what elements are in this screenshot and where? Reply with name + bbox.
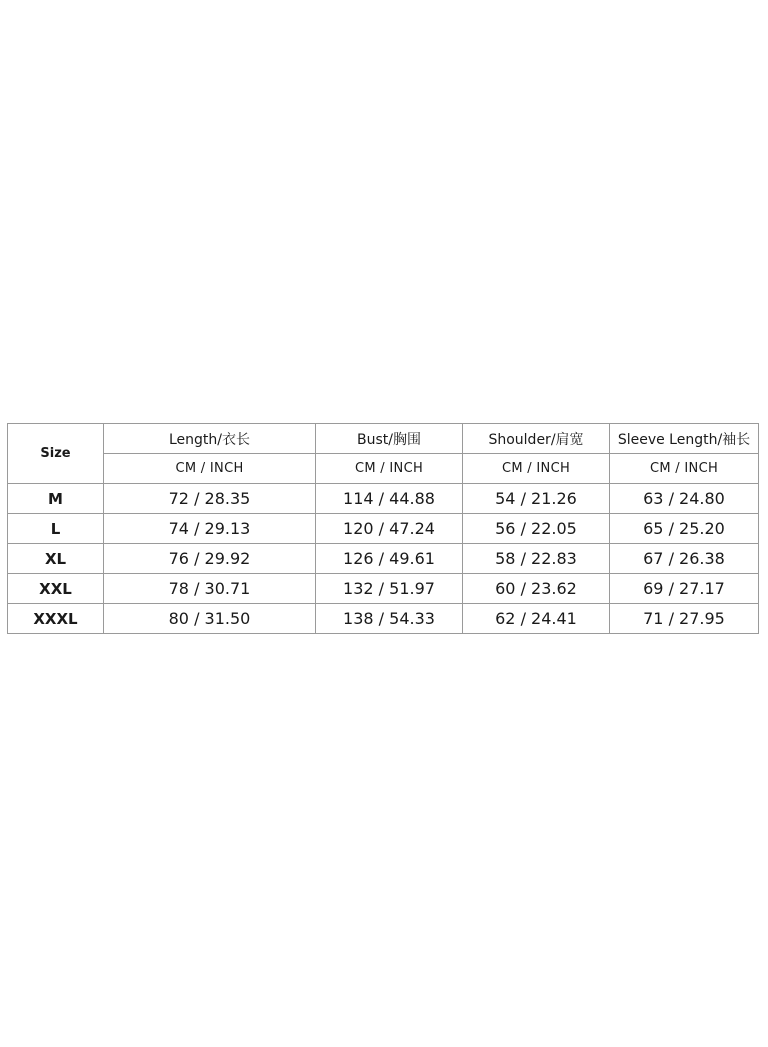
bust-cell: 132 / 51.97	[316, 574, 463, 604]
length-cell: 76 / 29.92	[104, 544, 316, 574]
sleeve-length-cell: 71 / 27.95	[610, 604, 759, 634]
shoulder-cell: 54 / 21.26	[463, 484, 610, 514]
size-chart-table	[7, 423, 759, 634]
sleeve-length-cell: 63 / 24.80	[610, 484, 759, 514]
table-row	[8, 604, 759, 634]
header-row	[8, 424, 759, 454]
shoulder-cell: 60 / 23.62	[463, 574, 610, 604]
sleeve-length-cell: 65 / 25.20	[610, 514, 759, 544]
size-column-header: Size	[8, 424, 104, 484]
unit-row	[8, 454, 759, 484]
shoulder-cell: 56 / 22.05	[463, 514, 610, 544]
bust-column-header: Bust/胸围	[316, 424, 463, 454]
table-row	[8, 544, 759, 574]
shoulder-unit-label: CM / INCH	[463, 454, 610, 484]
size-cell: L	[8, 514, 104, 544]
table-row	[8, 574, 759, 604]
table-row	[8, 514, 759, 544]
length-unit-label: CM / INCH	[104, 454, 316, 484]
bust-cell: 126 / 49.61	[316, 544, 463, 574]
bust-cell: 138 / 54.33	[316, 604, 463, 634]
bust-cell: 120 / 47.24	[316, 514, 463, 544]
size-cell: XXXL	[8, 604, 104, 634]
sleeve-length-cell: 69 / 27.17	[610, 574, 759, 604]
size-cell: XL	[8, 544, 104, 574]
table-row	[8, 484, 759, 514]
length-cell: 80 / 31.50	[104, 604, 316, 634]
size-cell: XXL	[8, 574, 104, 604]
length-column-header: Length/衣长	[104, 424, 316, 454]
shoulder-cell: 58 / 22.83	[463, 544, 610, 574]
sleeve-length-cell: 67 / 26.38	[610, 544, 759, 574]
bust-cell: 114 / 44.88	[316, 484, 463, 514]
size-cell: M	[8, 484, 104, 514]
length-cell: 72 / 28.35	[104, 484, 316, 514]
shoulder-column-header: Shoulder/肩宽	[463, 424, 610, 454]
sleeve-length-column-header: Sleeve Length/袖长	[610, 424, 759, 454]
length-cell: 78 / 30.71	[104, 574, 316, 604]
bust-unit-label: CM / INCH	[316, 454, 463, 484]
sleeve-length-unit-label: CM / INCH	[610, 454, 759, 484]
shoulder-cell: 62 / 24.41	[463, 604, 610, 634]
length-cell: 74 / 29.13	[104, 514, 316, 544]
